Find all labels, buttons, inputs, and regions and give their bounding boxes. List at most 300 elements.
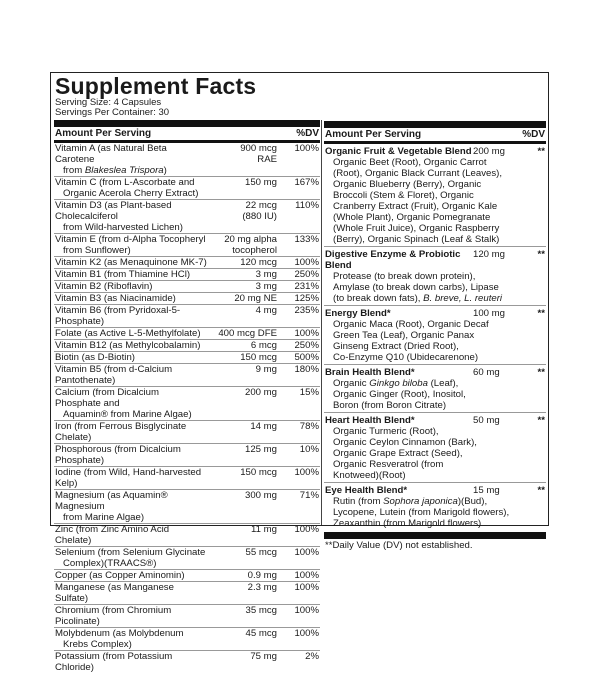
- nutrient-row: [54, 200, 320, 234]
- text-line: [333, 378, 545, 389]
- text-line: [333, 157, 545, 168]
- amount-line: 125 mg: [245, 444, 277, 455]
- text-line: [55, 165, 207, 176]
- text-segment: (to break down fats),: [333, 293, 424, 304]
- nutrient-name: [55, 352, 207, 363]
- text-segment: Vitamin B12 (as Methylcobalamin): [55, 340, 201, 351]
- nutrient-amount: [207, 651, 277, 673]
- blend-name: Organic Fruit & Vegetable Blend: [325, 146, 472, 157]
- text-segment: Protease (to break down protein),: [333, 271, 476, 282]
- nutrient-name: [55, 524, 207, 546]
- nutrient-dv: 231%: [294, 281, 319, 292]
- amount-line: 35 mcg: [245, 605, 277, 616]
- text-line: [333, 426, 545, 437]
- text-line: [55, 234, 207, 245]
- nutrient-row: [54, 177, 320, 200]
- nutrient-row: [54, 628, 320, 651]
- blend-amount: 50 mg: [473, 415, 500, 426]
- nutrient-amount: [207, 421, 277, 443]
- blend-ingredients: [325, 271, 545, 304]
- text-segment: Vitamin B1 (from Thiamine HCl): [55, 269, 191, 280]
- text-segment: Vitamin A (as Natural Beta Carotene: [55, 143, 167, 165]
- blend-header: [325, 308, 545, 319]
- blend-amount: 60 mg: [473, 367, 500, 378]
- text-line: [55, 352, 207, 363]
- text-segment: Organic Resveratrol (from: [333, 459, 444, 470]
- nutrient-amount: [207, 444, 277, 466]
- text-segment: Zeaxanthin (from Marigold flowers): [333, 518, 482, 529]
- nutrient-dv: 10%: [299, 444, 319, 455]
- nutrient-row: [54, 257, 320, 269]
- nutrient-dv: 100%: [294, 143, 319, 154]
- nutrient-dv: 2%: [305, 651, 319, 662]
- nutrient-name: [55, 444, 207, 466]
- blend-ingredients: [325, 157, 545, 245]
- blend-ingredients: [325, 426, 545, 481]
- text-line: [333, 496, 545, 507]
- nutrient-amount: [207, 340, 277, 351]
- amount-line: 150 mcg: [240, 467, 277, 478]
- nutrient-row: [54, 547, 320, 570]
- text-segment: Iron (from Ferrous Bisglycinate Chelate): [55, 421, 187, 443]
- nutrient-name: [55, 387, 207, 420]
- text-line: [55, 281, 207, 292]
- text-segment: Chromium (from Chromium Picolinate): [55, 605, 172, 627]
- amount-line: 150 mg: [245, 177, 277, 188]
- text-line: [55, 387, 207, 409]
- text-segment: Lycopene, Lutein (from Marigold flowers),: [333, 507, 510, 518]
- text-line: [55, 558, 207, 569]
- nutrient-amount: [207, 467, 277, 489]
- text-segment: Organic Acerola Cherry Extract): [63, 188, 199, 199]
- nutrient-amount: [207, 293, 277, 304]
- nutrient-amount: [207, 281, 277, 292]
- nutrient-name: [55, 200, 207, 233]
- text-line: [55, 582, 207, 604]
- text-line: [333, 518, 545, 529]
- text-line: [55, 524, 207, 546]
- text-line: [55, 257, 207, 268]
- text-segment: Vitamin B6 (from Pyridoxal-5-Phosphate): [55, 305, 181, 327]
- footnote: **Daily Value (DV) not established.: [325, 540, 473, 551]
- text-segment: Zinc (from Zinc Amino Acid Chelate): [55, 524, 170, 546]
- amount-line: 45 mcg: [245, 628, 277, 639]
- text-segment: Manganese (as Manganese Sulfate): [55, 582, 174, 604]
- text-segment: Molybdenum (as Molybdenum: [55, 628, 184, 639]
- nutrient-amount: [207, 628, 277, 650]
- amount-line: 150 mcg: [240, 352, 277, 363]
- blend-header: [325, 415, 545, 426]
- nutrient-name: [55, 490, 207, 523]
- text-segment: Vitamin B5 (from d-Calcium Pantothenate): [55, 364, 173, 386]
- column-header: [54, 127, 320, 140]
- text-line: [333, 201, 545, 212]
- nutrient-dv: 500%: [294, 352, 319, 363]
- nutrient-row: [54, 605, 320, 628]
- text-line: [55, 639, 207, 650]
- nutrient-name: [55, 340, 207, 351]
- text-segment: )(Bud),: [457, 496, 488, 507]
- nutrient-row: [54, 444, 320, 467]
- text-line: [333, 352, 545, 363]
- nutrient-row: [54, 570, 320, 582]
- nutrient-dv: 125%: [294, 293, 319, 304]
- text-segment: Vitamin K2 (as Menaquinone MK-7): [55, 257, 207, 268]
- text-line: [55, 547, 207, 558]
- column-header: [324, 128, 546, 141]
- supplement-facts-label: [50, 72, 549, 673]
- nutrient-row: [54, 467, 320, 490]
- nutrient-row: [54, 352, 320, 364]
- nutrient-name: [55, 570, 207, 581]
- text-line: [333, 223, 545, 234]
- amount-line: 0.9 mg: [247, 570, 277, 581]
- text-line: [55, 200, 207, 222]
- nutrient-name: [55, 467, 207, 489]
- nutrient-name: [55, 605, 207, 627]
- text-segment: from Marine Algae): [63, 512, 145, 523]
- text-line: [333, 341, 545, 352]
- text-line: [55, 293, 207, 304]
- nutrient-name: [55, 328, 207, 339]
- nutrient-row: [54, 490, 320, 524]
- blend-name: Energy Blend*: [325, 308, 391, 319]
- nutrient-dv: 133%: [294, 234, 319, 245]
- text-segment: Potassium (from Potassium Chloride): [55, 651, 173, 673]
- text-segment: Vitamin D3 (as Plant-based Cholecalciferol: [55, 200, 172, 222]
- servings-per-container: Servings Per Container: 30: [55, 107, 170, 118]
- text-segment: Vitamin B2 (Riboflavin): [55, 281, 153, 292]
- italic-text: Blakeslea Trispora: [84, 165, 164, 176]
- column-divider: [321, 120, 322, 525]
- nutrient-amount: [207, 257, 277, 268]
- nutrient-name: [55, 651, 207, 673]
- text-line: [55, 340, 207, 351]
- text-segment: (Berry), Organic Spinach (Leaf & Stalk): [333, 234, 500, 245]
- amount-line: 120 mcg: [240, 257, 277, 268]
- text-line: [55, 467, 207, 489]
- blend-name: Digestive Enzyme & Probiotic Blend: [325, 249, 461, 271]
- text-line: [333, 400, 545, 411]
- text-line: [333, 437, 545, 448]
- text-line: [333, 179, 545, 190]
- text-segment: Cranberry Extract (Fruit), Organic Kale: [333, 201, 498, 212]
- text-line: [55, 421, 207, 443]
- text-segment: Rutin (from: [333, 496, 384, 507]
- text-segment: (Root), Organic Black Currant (Leaves),: [333, 168, 503, 179]
- amount-line: 3 mg: [255, 281, 277, 292]
- blend-amount: 15 mg: [473, 485, 500, 496]
- text-segment: Organic: [333, 378, 370, 389]
- blend-ingredients: [325, 378, 545, 411]
- blend-name: Brain Health Blend*: [325, 367, 415, 378]
- text-segment: (Whole Plant), Organic Pomegranate: [333, 212, 491, 223]
- amount-line: 4 mg: [255, 305, 277, 316]
- nutrient-amount: [207, 547, 277, 569]
- nutrient-row: [54, 651, 320, 673]
- nutrient-dv: 71%: [299, 490, 319, 501]
- blend-header: [325, 146, 545, 157]
- amount-line: 400 mcg DFE: [218, 328, 277, 339]
- nutrient-amount: [207, 364, 277, 386]
- dv-header: %DV: [296, 128, 319, 139]
- nutrient-dv: 100%: [294, 328, 319, 339]
- text-segment: Knotweed)(Root): [333, 470, 406, 481]
- nutrient-dv: 100%: [294, 547, 319, 558]
- amount-line: 75 mg: [250, 651, 277, 662]
- text-segment: Ginseng Extract (Dried Root),: [333, 341, 459, 352]
- label-title: Supplement Facts: [55, 73, 257, 99]
- nutrient-row: [54, 305, 320, 328]
- nutrient-dv: 250%: [294, 269, 319, 280]
- italic-text: B. breve, L. reuteri: [423, 293, 503, 304]
- text-segment: Organic Maca (Root), Organic Decaf: [333, 319, 489, 330]
- nutrient-panel: [54, 120, 320, 673]
- text-segment: Aquamin® from Marine Algae): [63, 409, 192, 420]
- nutrient-name: [55, 293, 207, 304]
- text-segment: Co-Enzyme Q10 (Ubidecarenone): [333, 352, 479, 363]
- text-line: [333, 212, 545, 223]
- text-segment: Biotin (as D-Biotin): [55, 352, 135, 363]
- blend-dv: **: [537, 249, 545, 260]
- text-line: [333, 168, 545, 179]
- text-line: [55, 269, 207, 280]
- text-segment: ): [163, 165, 167, 176]
- blend-item: [324, 413, 546, 483]
- nutrient-row: [54, 281, 320, 293]
- nutrient-dv: 78%: [299, 421, 319, 432]
- text-segment: Organic Ceylon Cinnamon (Bark),: [333, 437, 477, 448]
- blend-dv: **: [537, 367, 545, 378]
- blend-amount: 120 mg: [473, 249, 505, 260]
- text-segment: from: [63, 165, 85, 176]
- text-line: [55, 651, 207, 673]
- nutrient-table: [54, 143, 320, 673]
- nutrient-amount: [207, 328, 277, 339]
- text-line: [333, 271, 545, 282]
- text-segment: Copper (as Copper Aminomin): [55, 570, 185, 581]
- nutrient-name: [55, 628, 207, 650]
- text-segment: Complex)(TRAACS®): [63, 558, 157, 569]
- text-segment: Organic Beet (Root), Organic Carrot: [333, 157, 487, 168]
- text-segment: Organic Blueberry (Berry), Organic: [333, 179, 482, 190]
- amount-line: 22 mcg: [245, 200, 277, 211]
- top-bar: [54, 120, 320, 127]
- text-line: [333, 330, 545, 341]
- text-segment: Vitamin E (from d-Alpha Tocopheryl: [55, 234, 206, 245]
- text-segment: Organic Grape Extract (Seed),: [333, 448, 463, 459]
- nutrient-amount: [207, 143, 277, 176]
- text-line: [55, 222, 207, 233]
- amount-header: Amount Per Serving: [55, 128, 152, 139]
- amount-line: 9 mg: [255, 364, 277, 375]
- nutrient-row: [54, 524, 320, 547]
- text-segment: Boron (from Boron Citrate): [333, 400, 447, 411]
- text-line: [55, 305, 207, 327]
- nutrient-amount: [207, 352, 277, 363]
- nutrient-row: [54, 143, 320, 177]
- amount-line: (880 IU): [242, 211, 277, 222]
- text-line: [333, 282, 545, 293]
- nutrient-row: [54, 387, 320, 421]
- nutrient-amount: [207, 200, 277, 233]
- nutrient-dv: 100%: [294, 628, 319, 639]
- amount-line: 14 mg: [250, 421, 277, 432]
- nutrient-name: [55, 305, 207, 327]
- amount-line: RAE: [257, 154, 277, 165]
- nutrient-dv: 100%: [294, 257, 319, 268]
- italic-text: Ginkgo biloba: [369, 378, 428, 389]
- nutrient-amount: [207, 605, 277, 627]
- blend-name: Heart Health Blend*: [325, 415, 415, 426]
- text-line: [55, 490, 207, 512]
- text-line: [55, 245, 207, 256]
- nutrient-row: [54, 293, 320, 305]
- text-line: [55, 188, 207, 199]
- blend-header: [325, 367, 545, 378]
- text-segment: Folate (as Active L-5-Methylfolate): [55, 328, 201, 339]
- text-line: [333, 470, 545, 481]
- text-line: [55, 628, 207, 639]
- text-segment: Vitamin B3 (as Niacinamide): [55, 293, 176, 304]
- text-segment: Vitamin C (from L-Ascorbate and: [55, 177, 195, 188]
- text-line: [55, 444, 207, 466]
- nutrient-name: [55, 234, 207, 256]
- nutrient-amount: [207, 387, 277, 420]
- blend-item: [324, 144, 546, 247]
- nutrient-name: [55, 269, 207, 280]
- nutrient-row: [54, 234, 320, 257]
- nutrient-row: [54, 269, 320, 281]
- blend-item: [324, 365, 546, 413]
- nutrient-amount: [207, 269, 277, 280]
- nutrient-name: [55, 257, 207, 268]
- text-segment: Iodine (from Wild, Hand-harvested Kelp): [55, 467, 202, 489]
- blend-dv: **: [537, 415, 545, 426]
- blend-amount: 200 mg: [473, 146, 505, 157]
- nutrient-dv: 100%: [294, 467, 319, 478]
- top-bar: [324, 121, 546, 128]
- text-segment: from Wild-harvested Lichen): [63, 222, 183, 233]
- text-line: [55, 143, 207, 165]
- nutrient-row: [54, 364, 320, 387]
- text-line: [333, 448, 545, 459]
- blend-item: [324, 483, 546, 530]
- blend-name: Eye Health Blend*: [325, 485, 408, 496]
- italic-text: Sophora japonica: [383, 496, 458, 507]
- blend-header: [325, 485, 545, 496]
- text-segment: Phosphorous (from Dicalcium Phosphate): [55, 444, 181, 466]
- nutrient-name: [55, 364, 207, 386]
- text-line: [333, 389, 545, 400]
- amount-line: 55 mcg: [245, 547, 277, 558]
- nutrient-row: [54, 328, 320, 340]
- nutrient-name: [55, 281, 207, 292]
- text-segment: Amylase (to break down carbs), Lipase: [333, 282, 499, 293]
- nutrient-dv: 100%: [294, 570, 319, 581]
- text-line: [55, 512, 207, 523]
- amount-line: 20 mg NE: [234, 293, 277, 304]
- nutrient-dv: 180%: [294, 364, 319, 375]
- amount-line: 2.3 mg: [247, 582, 277, 593]
- text-line: [55, 364, 207, 386]
- text-line: [333, 293, 545, 304]
- blend-item: [324, 306, 546, 365]
- blend-amount: 100 mg: [473, 308, 505, 319]
- text-line: [333, 507, 545, 518]
- text-segment: Broccoli (Stem & Floret), Organic: [333, 190, 474, 201]
- text-segment: (Whole Fruit Juice), Organic Raspberry: [333, 223, 500, 234]
- nutrient-amount: [207, 524, 277, 546]
- nutrient-amount: [207, 177, 277, 199]
- nutrient-dv: 100%: [294, 582, 319, 593]
- blend-ingredients: [325, 319, 545, 363]
- nutrient-name: [55, 547, 207, 569]
- text-segment: Organic Ginger (Root), Inositol,: [333, 389, 466, 400]
- amount-header: Amount Per Serving: [325, 129, 422, 140]
- nutrient-row: [54, 421, 320, 444]
- nutrient-name: [55, 177, 207, 199]
- nutrient-amount: [207, 234, 277, 256]
- nutrient-dv: 167%: [294, 177, 319, 188]
- text-segment: Calcium (from Dicalcium Phosphate and: [55, 387, 159, 409]
- blend-panel: [324, 121, 546, 552]
- text-line: [333, 319, 545, 330]
- blend-header: [325, 249, 545, 271]
- text-line: [55, 570, 207, 581]
- blend-dv: **: [537, 146, 545, 157]
- amount-line: 900 mcg: [240, 143, 277, 154]
- nutrient-amount: [207, 570, 277, 581]
- text-segment: Magnesium (as Aquamin® Magnesium: [55, 490, 168, 512]
- amount-line: 200 mg: [245, 387, 277, 398]
- amount-line: 6 mcg: [250, 340, 277, 351]
- blend-list: [324, 144, 546, 530]
- blend-dv: **: [537, 308, 545, 319]
- blend-ingredients: [325, 496, 545, 529]
- nutrient-dv: 100%: [294, 605, 319, 616]
- nutrient-amount: [207, 305, 277, 327]
- nutrient-dv: 250%: [294, 340, 319, 351]
- text-line: [55, 605, 207, 627]
- text-line: [333, 190, 545, 201]
- nutrient-dv: 15%: [299, 387, 319, 398]
- text-segment: (Leaf),: [427, 378, 459, 389]
- text-line: [55, 177, 207, 188]
- nutrient-row: [54, 340, 320, 352]
- text-line: [55, 409, 207, 420]
- text-line: [333, 234, 545, 245]
- nutrient-name: [55, 143, 207, 176]
- blend-dv: **: [537, 485, 545, 496]
- text-line: [55, 328, 207, 339]
- amount-line: 3 mg: [255, 269, 277, 280]
- nutrient-dv: 100%: [294, 524, 319, 535]
- nutrient-name: [55, 582, 207, 604]
- serving-size: Serving Size: 4 Capsules: [55, 97, 162, 108]
- nutrient-dv: 110%: [295, 200, 319, 211]
- footer-bar: [324, 532, 546, 539]
- text-segment: Selenium (from Selenium Glycinate: [55, 547, 206, 558]
- nutrient-row: [54, 582, 320, 605]
- text-line: [333, 459, 545, 470]
- nutrient-amount: [207, 490, 277, 523]
- amount-line: 11 mg: [251, 524, 277, 535]
- text-segment: Organic Turmeric (Root),: [333, 426, 439, 437]
- text-segment: Krebs Complex): [63, 639, 132, 650]
- amount-line: 20 mg alpha: [224, 234, 277, 245]
- nutrient-dv: 235%: [294, 305, 319, 316]
